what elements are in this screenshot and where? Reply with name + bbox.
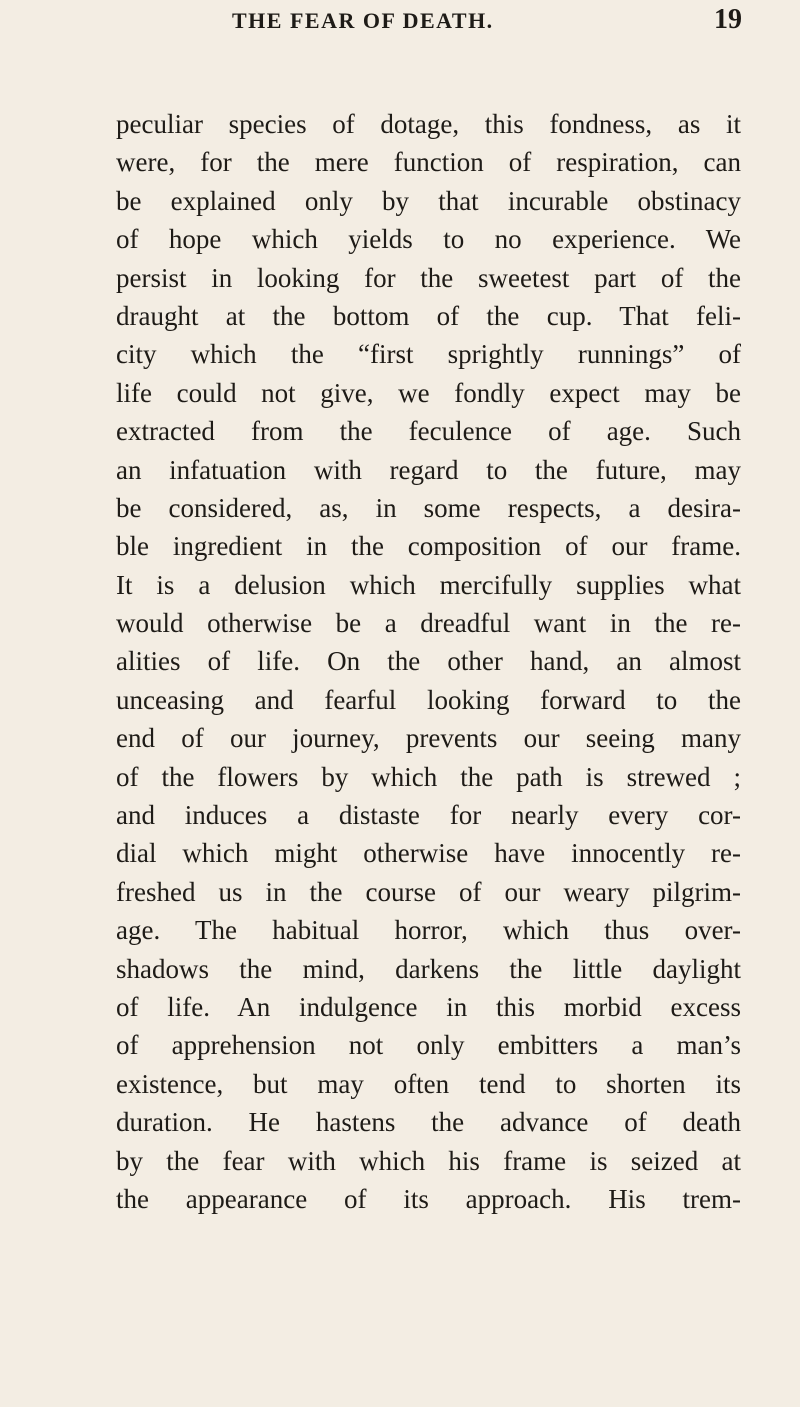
text-line: would otherwise be a dreadful want in the re- bbox=[116, 608, 741, 639]
text-line: peculiar species of dotage, this fondness, as it bbox=[116, 109, 741, 139]
text-line: by the fear with which his frame is seized at bbox=[116, 1145, 741, 1176]
text-line: ble ingredient in the composition of our frame. bbox=[116, 531, 741, 562]
text-line: life could not give, we fondly expect may be bbox=[116, 377, 741, 408]
text-line: It is a delusion which mercifully supplies what bbox=[116, 569, 741, 600]
text-line: end of our journey, prevents our seeing many bbox=[116, 723, 741, 754]
text-line: unceasing and fearful looking forward to the bbox=[116, 684, 741, 715]
text-line: existence, but may often tend to shorten its bbox=[116, 1068, 741, 1099]
text-line: of the flowers by which the path is strewed ; bbox=[116, 761, 741, 792]
running-head bbox=[0, 2, 800, 42]
running-title: THE FEAR OF DEATH. bbox=[232, 8, 494, 33]
body-text bbox=[116, 105, 741, 1218]
text-line: of hope which yields to no experience. We bbox=[116, 224, 741, 255]
text-line: the appearance of its approach. His trem- bbox=[116, 1183, 741, 1214]
text-line: city which the “first sprightly runnings” of bbox=[116, 339, 741, 370]
text-line: persist in looking for the sweetest part of the bbox=[116, 262, 741, 293]
text-line: shadows the mind, darkens the little daylight bbox=[116, 953, 741, 984]
page-number: 19 bbox=[714, 4, 742, 35]
text-line: and induces a distaste for nearly every cor- bbox=[116, 800, 741, 831]
text-line: dial which might otherwise have innocently re- bbox=[116, 838, 741, 869]
text-line: of apprehension not only embitters a man’s bbox=[116, 1030, 741, 1061]
text-line: extracted from the feculence of age. Such bbox=[116, 416, 741, 447]
text-line: freshed us in the course of our weary pilgrim- bbox=[116, 876, 741, 907]
text-line: age. The habitual horror, which thus over- bbox=[116, 915, 741, 946]
text-line: an infatuation with regard to the future, may bbox=[116, 454, 741, 485]
text-line: were, for the mere function of respiration, can bbox=[116, 147, 741, 178]
text-line: of life. An indulgence in this morbid excess bbox=[116, 991, 741, 1022]
text-line: alities of life. On the other hand, an almost bbox=[116, 646, 741, 677]
text-line: duration. He hastens the advance of death bbox=[116, 1107, 741, 1138]
text-line: draught at the bottom of the cup. That feli- bbox=[116, 300, 741, 331]
text-line: be considered, as, in some respects, a desira- bbox=[116, 492, 741, 523]
text-line: be explained only by that incurable obstinacy bbox=[116, 185, 741, 216]
